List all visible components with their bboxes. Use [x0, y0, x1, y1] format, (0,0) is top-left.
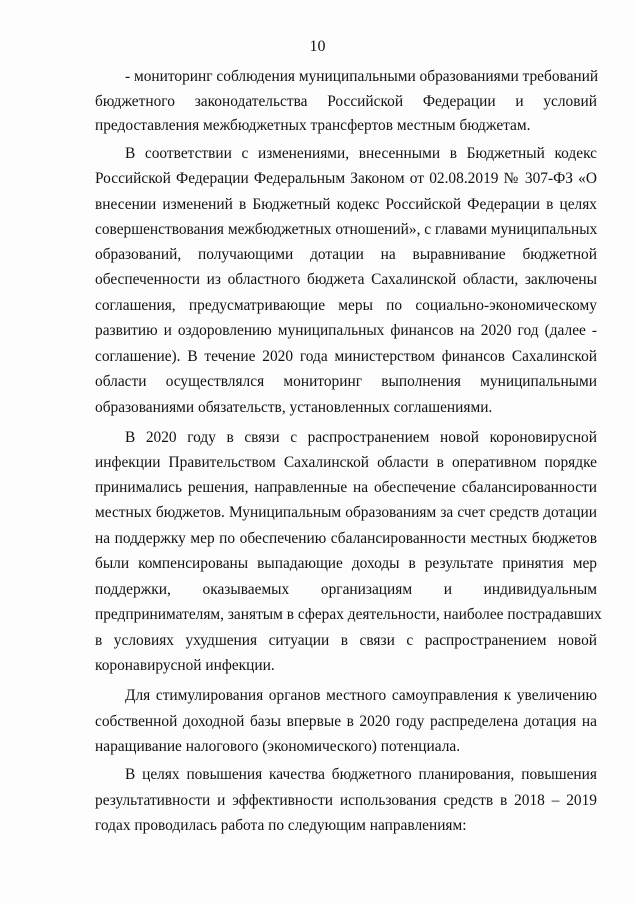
text-line: в условиях ухудшения ситуации в связи с распространением новой — [95, 632, 597, 649]
text-line: предоставления межбюджетных трансфертов местным бюджетам. — [95, 117, 531, 134]
text-line: бюджетного законодательства Российской Федерации и условий — [95, 93, 597, 110]
text-line: развитию и оздоровлению муниципальных финансов на 2020 год (далее - — [95, 322, 597, 339]
text-line: предпринимателям, занятым в сферах деятельности, наиболее пострадавших — [95, 606, 602, 623]
text-line: В целях повышения качества бюджетного планирования, повышения — [125, 766, 597, 783]
text-line: соглашения, предусматривающие меры по социально-экономическому — [95, 297, 597, 314]
text-line: наращивание налогового (экономического) потенциала. — [95, 738, 461, 755]
text-line: внесении изменений в Бюджетный кодекс Российской Федерации в целях — [95, 196, 597, 213]
text-line: были компенсированы выпадающие доходы в результате принятия мер — [95, 555, 597, 572]
text-line: В соответствии с изменениями, внесенными в Бюджетный кодекс — [125, 145, 597, 162]
text-line: соглашение). В течение 2020 года министерством финансов Сахалинской — [95, 348, 597, 365]
text-line: собственной доходной базы впервые в 2020 году распределена дотация на — [95, 713, 597, 730]
text-line: образований, получающими дотации на выравнивание бюджетной — [95, 246, 597, 263]
text-line: - мониторинг соблюдения муниципальными образованиями требований — [125, 68, 599, 85]
text-line: коронавирусной инфекции. — [95, 657, 275, 674]
text-line: обеспеченности из областного бюджета Сахалинской области, заключены — [95, 271, 597, 288]
text-line: Российской Федерации Федеральным Законом от 02.08.2019 № 307-ФЗ «О — [95, 170, 597, 187]
text-line: принимались решения, направленные на обеспечение сбалансированности — [95, 479, 597, 496]
page-number: 10 — [309, 38, 326, 55]
text-line: образованиями обязательств, установленных соглашениями. — [95, 399, 493, 416]
text-line: на поддержку мер по обеспечению сбалансированности местных бюджетов — [95, 530, 597, 547]
text-line: области осуществлялся мониторинг выполнения муниципальными — [95, 373, 597, 390]
text-line: результативности и эффективности использования средств в 2018 – 2019 — [95, 792, 597, 809]
text-line: годах проводилась работа по следующим направлениям: — [95, 817, 467, 834]
text-line: совершенствования межбюджетных отношений», с главами муниципальных — [95, 221, 598, 238]
text-line: местных бюджетов. Муниципальным образованиям за счет средств дотации — [95, 504, 597, 521]
text-line: Для стимулирования органов местного самоуправления к увеличению — [125, 687, 597, 704]
text-line: поддержки, оказываемых организациям и индивидуальным — [95, 581, 597, 598]
text-line: В 2020 году в связи с распространением новой короновирусной — [125, 429, 597, 446]
text-line: инфекции Правительством Сахалинской области в оперативном порядке — [95, 454, 597, 471]
